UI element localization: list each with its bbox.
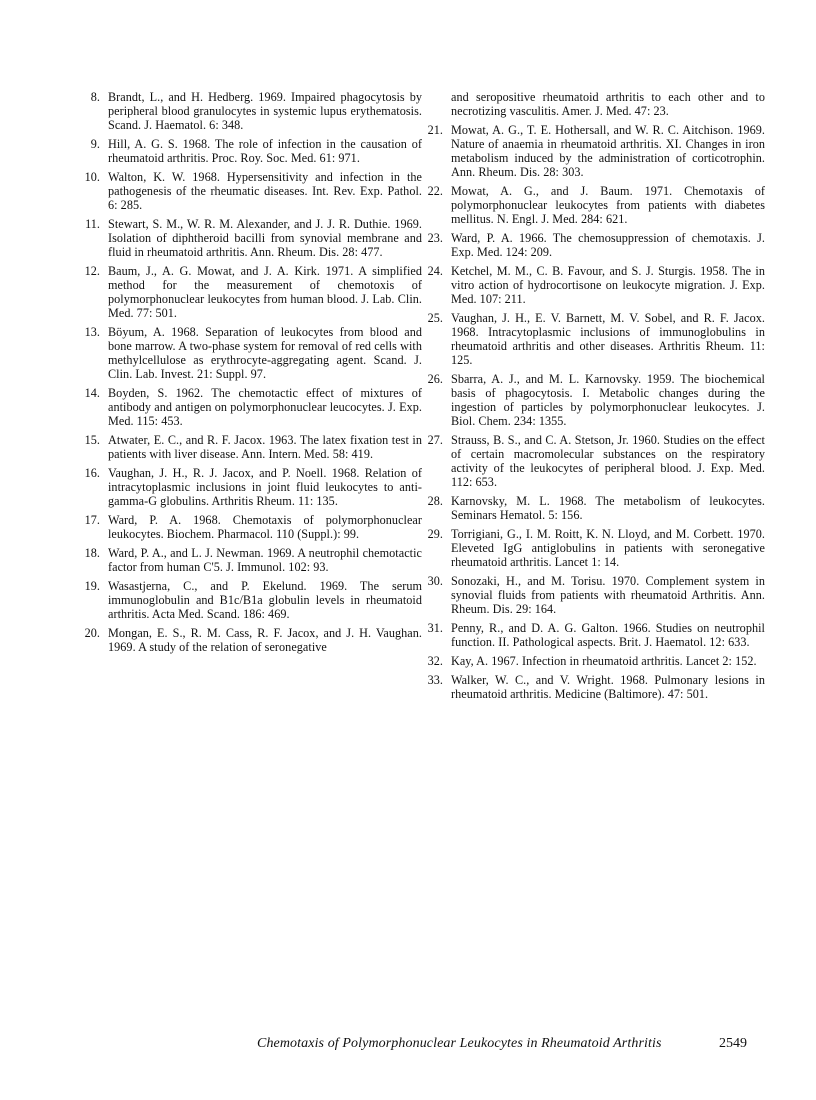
reference-item: 27. Strauss, B. S., and C. A. Stetson, Jr. 1960. Studies on the effect of certain macromolecular substances on the respiratory activity of the leukocytes of peripheral blood. J. Exp. Med. 112: 653. [427, 433, 765, 489]
reference-item: 13. Böyum, A. 1968. Separation of leukocytes from blood and bone marrow. A two-phase system for removal of red cells with methylcellulose as erythrocyte-aggregating agent. Scand. J. Clin. Lab. Invest. 21: Suppl. 97. [84, 325, 422, 381]
reference-item: 22. Mowat, A. G., and J. Baum. 1971. Chemotaxis of polymorphonuclear leukocytes from patients with diabetes mellitus. N. Engl. J. Med. 284: 621. [427, 184, 765, 226]
reference-item: 19. Wasastjerna, C., and P. Ekelund. 1969. The serum immunoglobulin and B1c/B1a globulin levels in rheumatoid arthritis. Acta Med. Scand. 186: 469. [84, 579, 422, 621]
reference-continuation: and seropositive rheumatoid arthritis to each other and to necrotizing vasculitis. Amer. J. Med. 47: 23. [451, 90, 765, 118]
running-title: Chemotaxis of Polymorphonuclear Leukocytes in Rheumatoid Arthritis [257, 1036, 662, 1051]
right-reference-column [425, 90, 765, 706]
reference-item: 33. Walker, W. C., and V. Wright. 1968. Pulmonary lesions in rheumatoid arthritis. Medicine (Baltimore). 47: 501. [427, 673, 765, 701]
page-number: 2549 [719, 1036, 747, 1051]
reference-item: 20. Mongan, E. S., R. M. Cass, R. F. Jacox, and J. H. Vaughan. 1969. A study of the relation of seronegative [84, 626, 422, 654]
reference-item: 23. Ward, P. A. 1966. The chemosuppression of chemotaxis. J. Exp. Med. 124: 209. [427, 231, 765, 259]
page-footer [257, 1036, 747, 1052]
reference-item: 32. Kay, A. 1967. Infection in rheumatoid arthritis. Lancet 2: 152. [427, 654, 757, 668]
reference-item: 14. Boyden, S. 1962. The chemotactic effect of mixtures of antibody and antigen on polymorphonuclear leucocytes. J. Exp. Med. 115: 453. [84, 386, 422, 428]
reference-item: 29. Torrigiani, G., I. M. Roitt, K. N. Lloyd, and M. Corbett. 1970. Eleveted IgG antiglobulins in patients with seronegative rheumatoid arthritis. Lancet 1: 14. [427, 527, 765, 569]
reference-item: 10. Walton, K. W. 1968. Hypersensitivity and infection in the pathogenesis of the rheumatic diseases. Int. Rev. Exp. Pathol. 6: 285. [84, 170, 422, 212]
reference-item: 11. Stewart, S. M., W. R. M. Alexander, and J. J. R. Duthie. 1969. Isolation of diphtheroid bacilli from synovial membrane and fluid in rheumatoid arthritis. Ann. Rheum. Dis. 28: 477. [85, 217, 422, 259]
reference-item: 24. Ketchel, M. M., C. B. Favour, and S. J. Sturgis. 1958. The in vitro action of hydrocortisone on leukocyte migration. J. Exp. Med. 107: 211. [427, 264, 765, 306]
reference-item: 31. Penny, R., and D. A. G. Galton. 1966. Studies on neutrophil function. II. Pathological aspects. Brit. J. Haematol. 12: 633. [427, 621, 765, 649]
reference-item: 25. Vaughan, J. H., E. V. Barnett, M. V. Sobel, and R. F. Jacox. 1968. Intracytoplasmic inclusions of immunoglobulins in rheumatoid arthritis and other diseases. Arthritis Rheum. 11: 125. [427, 311, 765, 367]
reference-item: 30. Sonozaki, H., and M. Torisu. 1970. Complement system in synovial fluids from patients with rheumatoid Arthritis. Ann. Rheum. Dis. 29: 164. [427, 574, 765, 616]
reference-item: 21. Mowat, A. G., T. E. Hothersall, and W. R. C. Aitchison. 1969. Nature of anaemia in rheumatoid arthritis. XI. Changes in iron metabolism induced by the administration of corticotrophin. Ann. Rheum. Dis. 28: 303. [427, 123, 765, 179]
reference-item: 9. Hill, A. G. S. 1968. The role of infection in the causation of rheumatoid arthritis. Proc. Roy. Soc. Med. 61: 971. [90, 137, 422, 165]
left-reference-column [82, 90, 422, 659]
reference-item: 15. Atwater, E. C., and R. F. Jacox. 1963. The latex fixation test in patients with liver disease. Ann. Intern. Med. 58: 419. [84, 433, 422, 461]
reference-item: 17. Ward, P. A. 1968. Chemotaxis of polymorphonuclear leukocytes. Biochem. Pharmacol. 110 (Suppl.): 99. [84, 513, 422, 541]
reference-item: 8. Brandt, L., and H. Hedberg. 1969. Impaired phagocytosis by peripheral blood granulocytes in systemic lupus erythematosis. Scand. J. Haematol. 6: 348. [90, 90, 422, 132]
reference-item: 12. Baum, J., A. G. Mowat, and J. A. Kirk. 1971. A simplified method for the measurement of chemotoxis of polymorphonuclear leukocytes from human blood. J. Lab. Clin. Med. 77: 501. [84, 264, 422, 320]
reference-item: 16. Vaughan, J. H., R. J. Jacox, and P. Noell. 1968. Relation of intracytoplasmic inclusions in joint fluid leukocytes to anti-gamma-G globulins. Arthritis Rheum. 11: 135. [84, 466, 422, 508]
reference-item: 18. Ward, P. A., and L. J. Newman. 1969. A neutrophil chemotactic factor from human C'5. J. Immunol. 102: 93. [84, 546, 422, 574]
reference-item: 28. Karnovsky, M. L. 1968. The metabolism of leukocytes. Seminars Hematol. 5: 156. [427, 494, 765, 522]
reference-item: 26. Sbarra, A. J., and M. L. Karnovsky. 1959. The biochemical basis of phagocytosis. I. Metabolic changes during the ingestion of particles by polymorphonuclear leukocytes. J. Biol. Chem. 234: 1355. [427, 372, 765, 428]
